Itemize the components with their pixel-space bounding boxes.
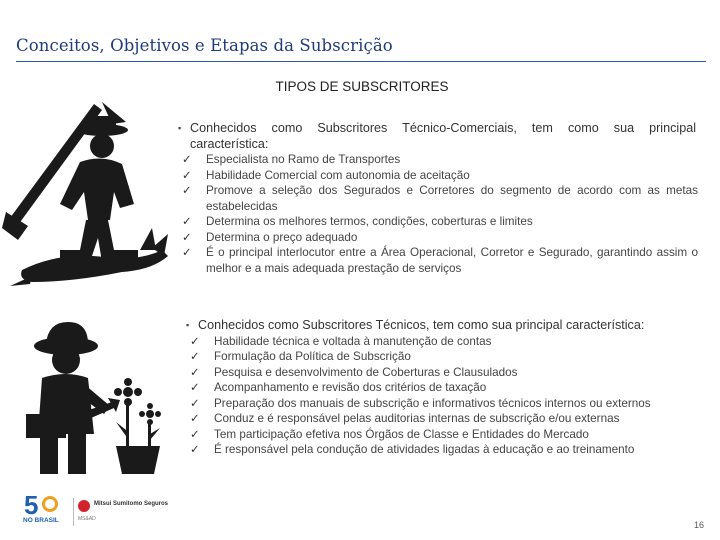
check-icon: ✓ — [182, 153, 192, 166]
bullet-icon: ▪ — [178, 123, 182, 133]
hunter-icon — [2, 100, 172, 290]
check-icon: ✓ — [182, 215, 192, 228]
brand-mark-icon — [78, 500, 90, 512]
page-title: Conceitos, Objetivos e Etapas da Subscrição — [16, 36, 393, 55]
title-divider — [16, 61, 706, 62]
anniversary-zero-icon — [42, 496, 58, 512]
check-icon: ✓ — [190, 334, 200, 348]
gardener-icon — [8, 318, 168, 478]
brand-name: Mitsui Sumitomo Seguros — [94, 501, 169, 507]
check-icon: ✓ — [182, 184, 192, 197]
check-icon: ✓ — [190, 412, 200, 425]
anniversary-number: 5 — [24, 490, 39, 520]
check-icon: ✓ — [190, 427, 200, 441]
block-heading: Conhecidos como Subscritores Técnicos, tem como sua principal característica: — [198, 318, 645, 332]
list-item: ✓ Preparação dos manuais de subscrição e informativos técnicos internos ou externos — [186, 396, 704, 412]
block-heading: Conhecidos como Subscritores Técnico-Comerciais, tem como sua principal característica: — [190, 121, 696, 151]
list-item: ✓ Acompanhamento e revisão dos critérios de taxação — [186, 380, 704, 396]
check-icon: ✓ — [190, 381, 200, 394]
technical-block — [186, 318, 704, 458]
characteristics-list — [186, 334, 704, 458]
check-icon: ✓ — [182, 168, 192, 182]
list-item: ✓ Determina os melhores termos, condições, coberturas e limites — [178, 214, 698, 230]
list-item: ✓ É responsável pela condução de atividades ligadas à educação e ao treinamento — [186, 442, 704, 458]
list-item: ✓ Habilidade Comercial com autonomia de aceitação — [178, 168, 698, 184]
anniversary-logo — [22, 490, 70, 528]
list-item: ✓ Conduz e é responsável pelas auditorias internas de subscrição e/ou externas — [186, 411, 704, 427]
technical-commercial-block — [178, 121, 698, 276]
anniversary-subtitle: NO BRASIL — [23, 517, 59, 524]
section-subtitle: TIPOS DE SUBSCRITORES — [275, 79, 449, 94]
characteristics-list — [178, 152, 698, 276]
footer-divider — [73, 498, 74, 526]
list-item: ✓ Especialista no Ramo de Transportes — [178, 152, 698, 168]
list-item: ✓ Habilidade técnica e voltada à manutenção de contas — [186, 334, 704, 350]
list-item: ✓ Determina o preço adequado — [178, 230, 698, 246]
brand-logo — [78, 498, 168, 526]
list-item: ✓ Promove a seleção dos Segurados e Corretores do segmento de acordo com as metas estabelecidas — [178, 183, 698, 214]
list-item: ✓ Tem participação efetiva nos Órgãos de Classe e Entidades do Mercado — [186, 427, 704, 443]
page-number: 16 — [693, 520, 704, 530]
list-item: ✓ Formulação da Política de Subscrição — [186, 349, 704, 365]
check-icon: ✓ — [190, 396, 200, 410]
brand-tag: MS&AD — [78, 516, 96, 522]
check-icon: ✓ — [182, 230, 192, 244]
bullet-icon: ▪ — [186, 320, 190, 330]
check-icon: ✓ — [190, 350, 200, 363]
check-icon: ✓ — [190, 365, 200, 379]
check-icon: ✓ — [182, 246, 192, 259]
list-item: ✓ É o principal interlocutor entre a Área Operacional, Corretor e Segurado, garantindo assim o melhor e a mais adequada prestação de serviços — [178, 245, 698, 276]
list-item: ✓ Pesquisa e desenvolvimento de Coberturas e Clausulados — [186, 365, 704, 381]
check-icon: ✓ — [190, 443, 200, 456]
